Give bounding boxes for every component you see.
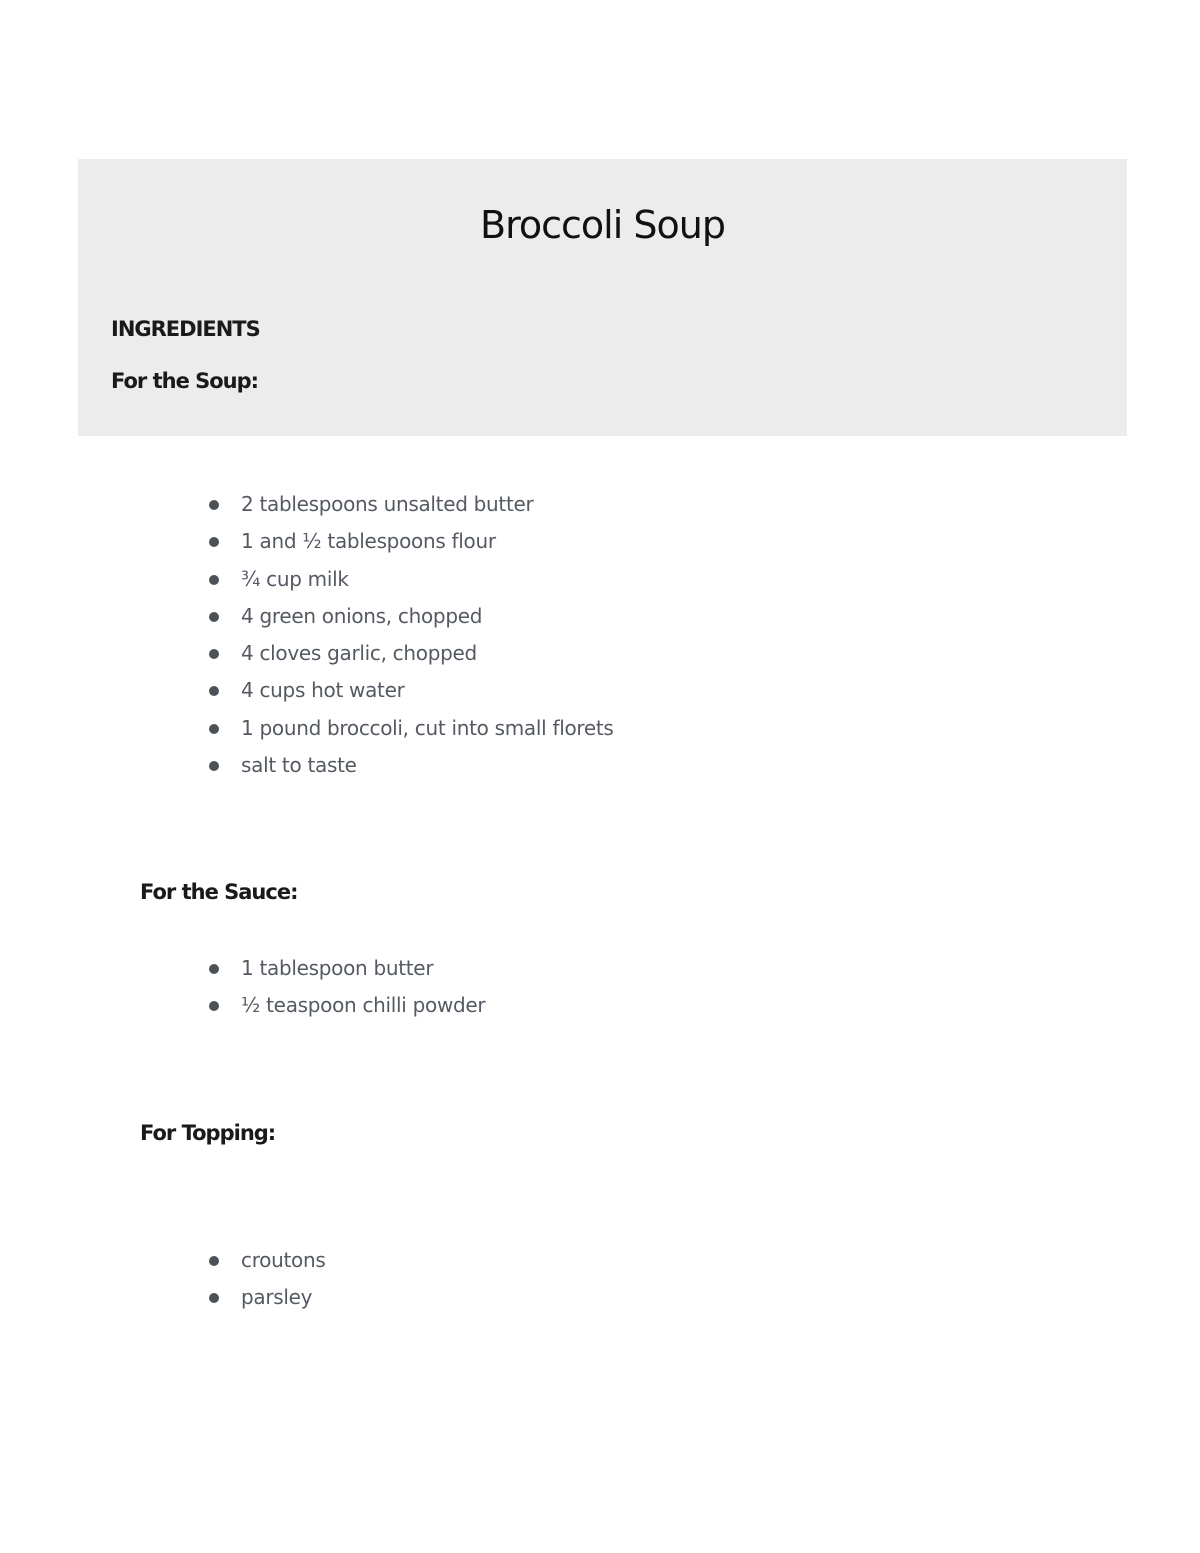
topping-section-heading: For Topping:	[140, 1121, 276, 1145]
list-item	[200, 710, 614, 747]
list-item-text: 4 green onions, chopped	[241, 603, 483, 628]
list-item-text: salt to taste	[241, 753, 357, 778]
list-item-text: 1 tablespoon butter	[241, 956, 434, 980]
ingredients-heading: INGREDIENTS	[111, 317, 260, 341]
list-item-text: 4 cups hot water	[241, 678, 405, 703]
sauce-ingredient-list	[200, 950, 485, 1025]
list-item	[200, 486, 614, 523]
soup-section-heading: For the Soup:	[111, 369, 259, 393]
list-item	[200, 1279, 325, 1316]
list-item-text: 1 and ½ tablespoons flour	[241, 529, 496, 554]
bullet-icon	[209, 686, 219, 696]
list-item-text: 4 cloves garlic, chopped	[241, 641, 477, 666]
page-title: Broccoli Soup	[480, 203, 725, 247]
list-item	[200, 1242, 325, 1279]
list-item-text: ½ teaspoon chilli powder	[241, 993, 486, 1018]
list-item	[200, 635, 614, 672]
header-band	[78, 159, 1127, 436]
list-item-text: parsley	[241, 1285, 313, 1310]
list-item	[200, 987, 485, 1024]
bullet-icon	[209, 724, 219, 734]
list-item	[200, 523, 614, 560]
bullet-icon	[209, 761, 219, 771]
list-item-text: croutons	[241, 1248, 326, 1272]
sauce-section-heading: For the Sauce:	[140, 880, 298, 904]
topping-ingredient-list	[200, 1242, 325, 1317]
soup-ingredient-list	[200, 486, 614, 784]
bullet-icon	[209, 612, 219, 622]
list-item	[200, 950, 485, 987]
bullet-icon	[209, 1293, 219, 1303]
bullet-icon	[209, 1001, 219, 1011]
list-item-text: ¾ cup milk	[241, 566, 349, 591]
bullet-icon	[209, 964, 219, 974]
bullet-icon	[209, 575, 219, 585]
list-item	[200, 672, 614, 709]
list-item-text: 1 pound broccoli, cut into small florets	[241, 715, 614, 740]
bullet-icon	[209, 500, 219, 510]
bullet-icon	[209, 537, 219, 547]
list-item	[200, 561, 614, 598]
list-item	[200, 598, 614, 635]
list-item	[200, 747, 614, 784]
bullet-icon	[209, 1256, 219, 1266]
bullet-icon	[209, 649, 219, 659]
list-item-text: 2 tablespoons unsalted butter	[241, 492, 534, 516]
